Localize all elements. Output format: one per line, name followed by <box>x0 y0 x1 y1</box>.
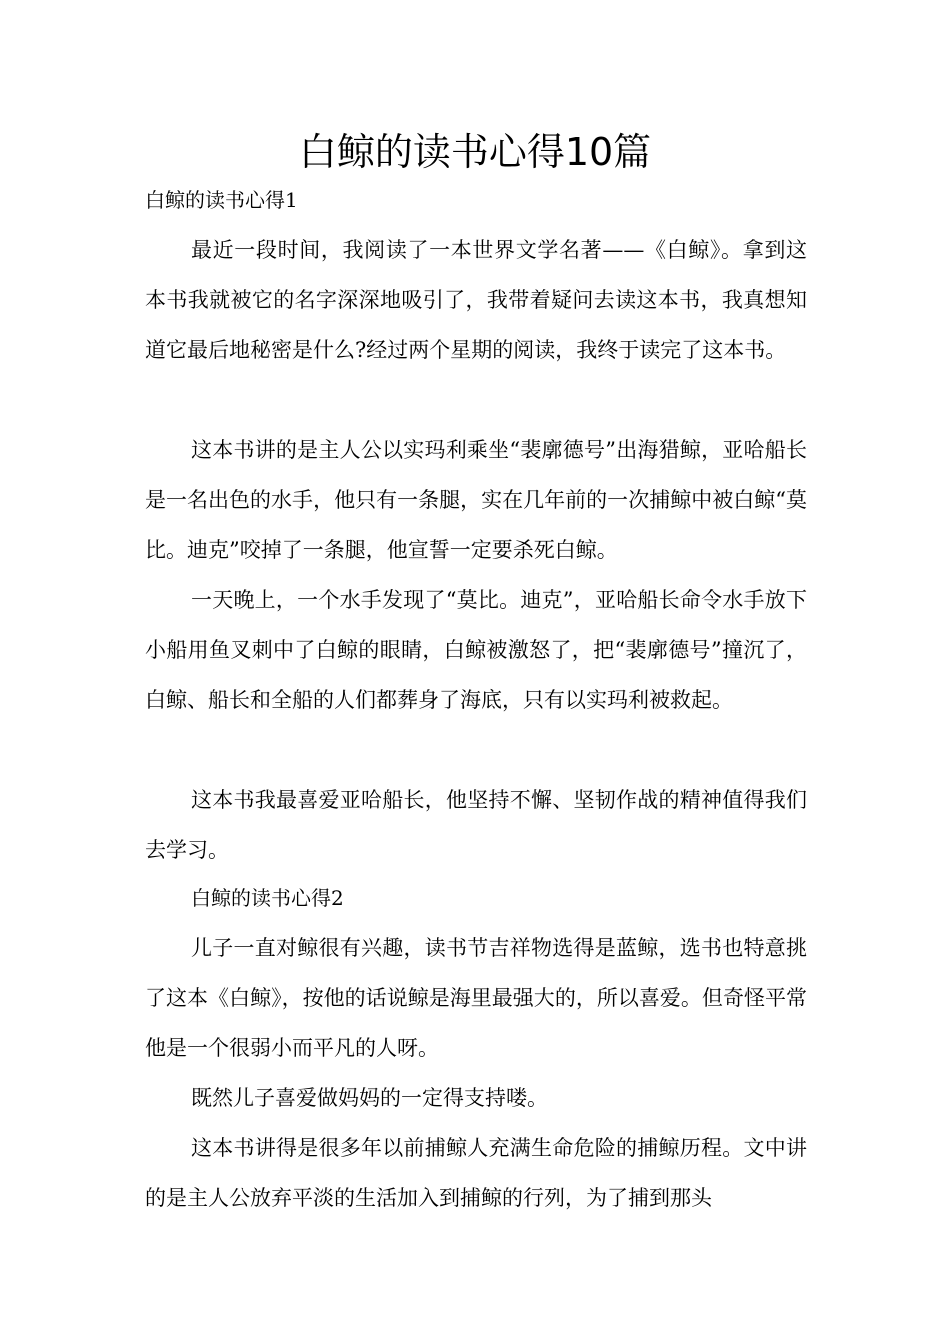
document-title: 白鲸的读书心得10篇 <box>298 130 652 174</box>
paragraph: 这本书讲的是主人公以实玛利乘坐“裴廓德号”出海猎鲸，亚哈船长是一名出色的水手，他只有一条腿，实在几年前的一次捕鲸中被白鲸“莫比。迪克”咬掉了一条腿，他宣誓一定要杀死白鲸。 <box>145 438 807 562</box>
paragraph: 最近一段时间，我阅读了一本世界文学名著——《白鲸》。拿到这本书我就被它的名字深深地吸引了，我带着疑问去读这本书，我真想知道它最后地秘密是什么?经过两个星期的阅读，我终于读完了这本书。 <box>145 238 807 362</box>
paragraph: 既然儿子喜爱做妈妈的一定得支持喽。 <box>191 1086 548 1110</box>
paragraph: 一天晚上，一个水手发现了“莫比。迪克”，亚哈船长命令水手放下小船用鱼叉刺中了白鲸的眼睛，白鲸被激怒了，把“裴廓德号”撞沉了，白鲸、船长和全船的人们都葬身了海底，只有以实玛利被救起。 <box>145 588 807 712</box>
section-heading-1: 白鲸的读书心得1 <box>145 188 298 212</box>
paragraph: 这本书讲得是很多年以前捕鲸人充满生命危险的捕鲸历程。文中讲的是主人公放弃平淡的生活加入到捕鲸的行列，为了捕到那头 <box>145 1136 807 1210</box>
paragraph: 这本书我最喜爱亚哈船长，他坚持不懈、坚韧作战的精神值得我们去学习。 <box>145 788 807 862</box>
section-heading-2: 白鲸的读书心得2 <box>191 886 344 910</box>
paragraph: 儿子一直对鲸很有兴趣，读书节吉祥物选得是蓝鲸，选书也特意挑了这本《白鲸》，按他的话说鲸是海里最强大的，所以喜爱。但奇怪平常他是一个很弱小而平凡的人呀。 <box>145 936 807 1060</box>
